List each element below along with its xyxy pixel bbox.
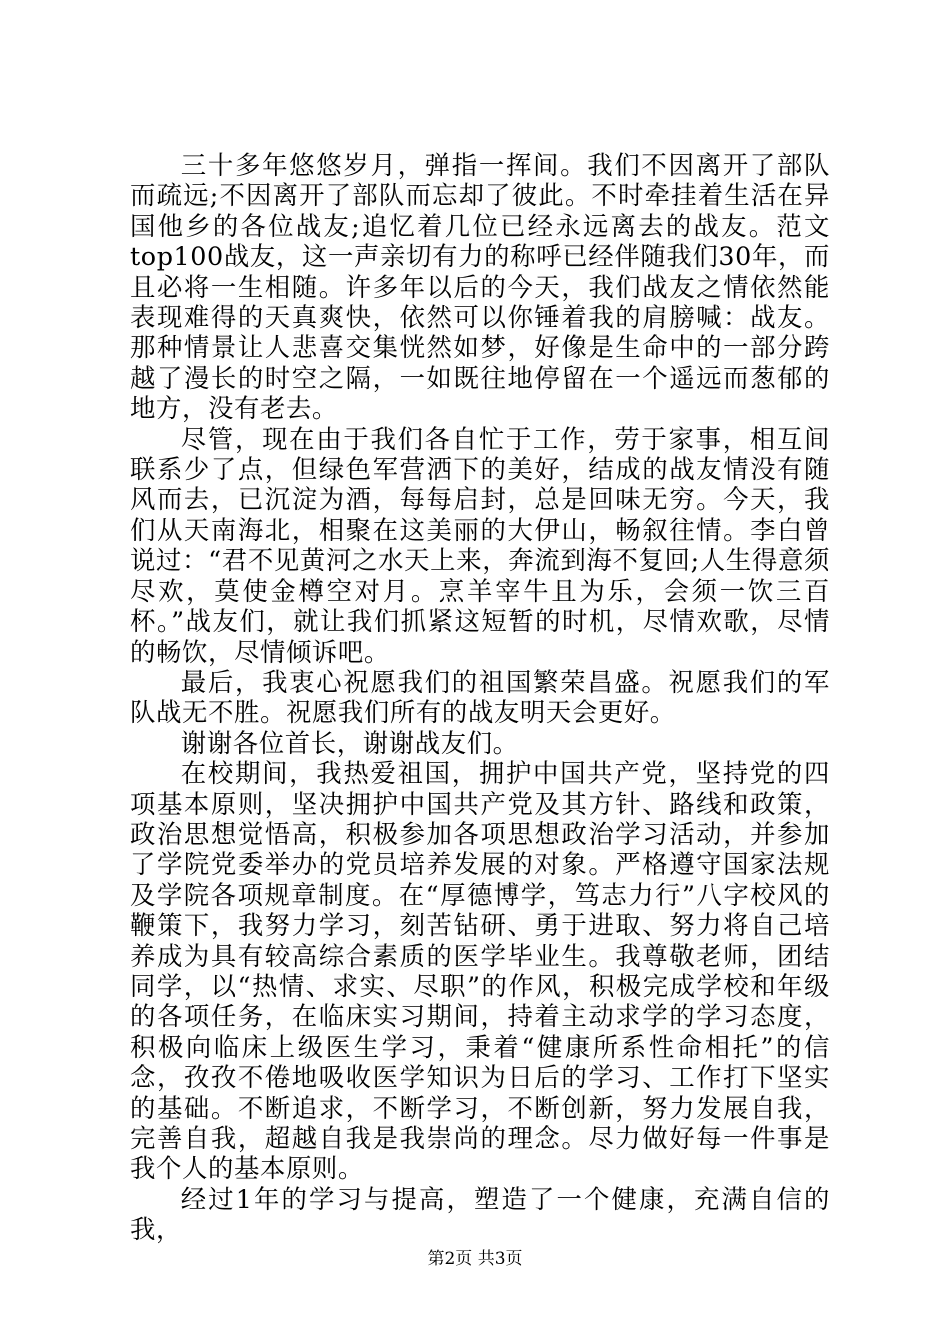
paragraph-comrades-memories: 三十多年悠悠岁月，弹指一挥间。我们不因离开了部队而疏远;不因离开了部队而忘却了彼此。不时牵挂着生活在异国他乡的各位战友;追忆着几位已经永远离去的战友。范文top100战友，这一声亲切有力的称呼已经伴随我们30年，而且必将一生相随。许多年以后的今天，我们战友之情依然能表现难得的天真爽快，依然可以你锤着我的肩膀喊：战友。那种情景让人悲喜交集恍然如梦，好像是生命中的一部分跨越了漫长的时空之隔，一如既往地停留在一个遥远而葱郁的地方，没有老去。 — [130, 150, 830, 424]
paragraph-reunion: 尽管，现在由于我们各自忙于工作，劳于家事，相互间联系少了点，但绿色军营洒下的美好，结成的战友情没有随风而去，已沉淀为酒，每每启封，总是回味无穷。今天，我们从天南海北，相聚在这美丽的大伊山，畅叙往情。李白曾说过：“君不见黄河之水天上来，奔流到海不复回;人生得意须尽欢，莫使金樽空对月。烹羊宰牛且为乐，会须一饮三百杯。”战友们，就让我们抓紧这短暂的时机，尽情欢歌，尽情的畅饮，尽情倾诉吧。 — [130, 423, 830, 667]
paragraph-thanks: 谢谢各位首长，谢谢战友们。 — [180, 727, 519, 758]
page-footer: 第2页 共3页 — [427, 1249, 523, 1269]
document-body — [130, 150, 830, 1245]
paragraph-school-self-evaluation: 在校期间，我热爱祖国，拥护中国共产党，坚持党的四项基本原则，坚决拥护中国共产党及其方针、路线和政策，政治思想觉悟高，积极参加各项思想政治学习活动，并参加了学院党委举办的党员培养发展的对象。严格遵守国家法规及学院各项规章制度。在“厚德博学，笃志力行”八字校风的鞭策下，我努力学习，刻苦钻研、勇于进取、努力将自己培养成为具有较高综合素质的医学毕业生。我尊敬老师，团结同学，以“热情、求实、尽职”的作风，积极完成学校和年级的各项任务，在临床实习期间，持着主动求学的学习态度，积极向临床上级医生学习，秉着“健康所系性命相托”的信念，孜孜不倦地吸收医学知识为日后的学习、工作打下坚实的基础。不断追求，不断学习，不断创新，努力发展自我，完善自我，超越自我是我崇尚的理念。尽力做好每一件事是我个人的基本原则。 — [130, 758, 830, 1184]
paragraph-blessings: 最后，我衷心祝愿我们的祖国繁荣昌盛。祝愿我们的军队战无不胜。祝愿我们所有的战友明天会更好。 — [130, 666, 830, 728]
paragraph-one-year-study: 经过1年的学习与提高，塑造了一个健康，充满自信的我， — [130, 1183, 830, 1245]
